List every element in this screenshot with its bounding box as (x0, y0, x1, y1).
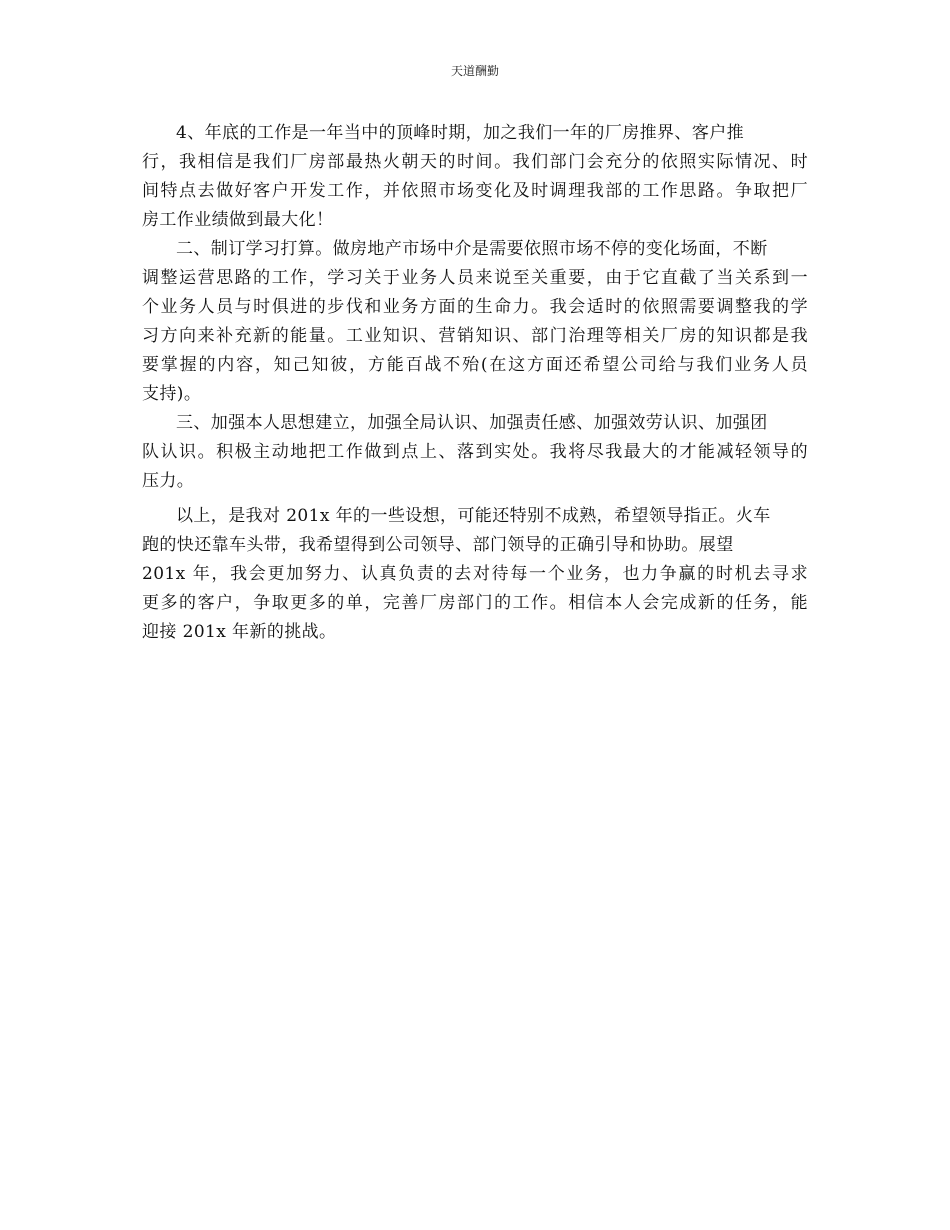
text-line: 调整运营思路的工作，学习关于业务人员来说至关重要，由于它直截了当关系到一 (142, 268, 808, 288)
text-line: 4、年底的工作是一年当中的顶峰时期，加之我们一年的厂房推界、客户推 (176, 123, 745, 143)
text-line: 以上，是我对 201x 年的一些设想，可能还特别不成熟，希望领导指正。火车 (176, 506, 771, 526)
text-line: 习方向来补充新的能量。工业知识、营销知识、部门治理等相关厂房的知识都是我 (142, 326, 808, 346)
text-line: 行，我相信是我们厂房部最热火朝天的时间。我们部门会充分的依照实际情况、时 (142, 152, 808, 172)
text-line: 201x 年，我会更加努力、认真负责的去对待每一个业务，也力争赢的时机去寻求 (142, 564, 808, 584)
text-line: 支持)。 (142, 384, 202, 404)
text-line: 个业务人员与时俱进的步伐和业务方面的生命力。我会适时的依照需要调整我的学 (142, 297, 808, 317)
text-line: 跑的快还靠车头带，我希望得到公司领导、部门领导的正确引导和协助。展望 (142, 535, 734, 555)
text-line: 二、制订学习打算。做房地产市场中介是需要依照市场不停的变化场面，不断 (176, 239, 768, 259)
text-line: 房工作业绩做到最大化！ (142, 210, 334, 230)
text-line: 间特点去做好客户开发工作，并依照市场变化及时调理我部的工作思路。争取把厂 (142, 181, 808, 201)
text-line: 迎接 201x 年新的挑战。 (142, 622, 337, 642)
text-line: 三、加强本人思想建立，加强全局认识、加强责任感、加强效劳认识、加强团 (176, 413, 768, 433)
text-line: 队认识。积极主动地把工作做到点上、落到实处。我将尽我最大的才能减轻领导的 (142, 442, 808, 462)
page-header: 天道酬勤 (450, 64, 499, 78)
document-body (142, 119, 808, 647)
text-line: 压力。 (142, 471, 195, 491)
text-line: 更多的客户，争取更多的单，完善厂房部门的工作。相信本人会完成新的任务，能 (142, 593, 808, 613)
text-line: 要掌握的内容，知己知彼，方能百战不殆(在这方面还希望公司给与我们业务人员 (142, 355, 808, 375)
